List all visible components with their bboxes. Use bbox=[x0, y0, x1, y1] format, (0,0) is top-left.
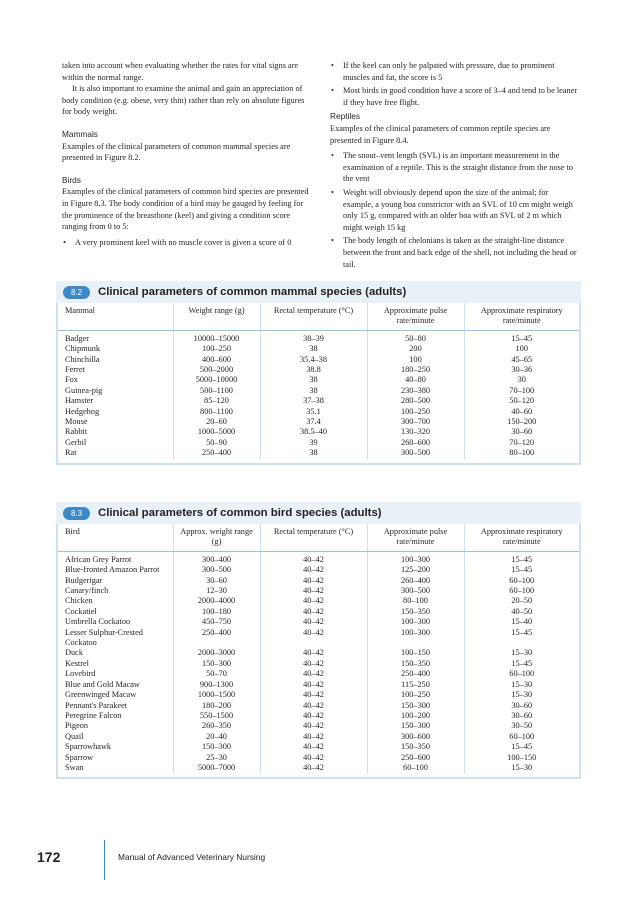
table-cell: 40–42 bbox=[260, 648, 367, 658]
table-header-row bbox=[58, 524, 579, 551]
table-cell: 39 bbox=[260, 438, 367, 448]
row-label-cell: Peregrine Falcon bbox=[65, 710, 122, 720]
table-cell: 30–60 bbox=[464, 711, 579, 721]
running-footer-title: Manual of Advanced Veterinary Nursing bbox=[118, 852, 266, 862]
reptiles-heading: Reptiles bbox=[330, 111, 360, 122]
table-cell: 30–50 bbox=[464, 721, 579, 731]
birds-heading: Birds bbox=[62, 174, 81, 185]
table-cell: 38 bbox=[260, 375, 367, 385]
column-header: Approximate pulse rate/minute bbox=[367, 524, 464, 551]
row-label-cell: Quail bbox=[65, 731, 84, 741]
row-label-cell: Swan bbox=[65, 762, 84, 772]
table-cell: 40–42 bbox=[260, 721, 367, 731]
keel-score-list-continued bbox=[330, 60, 578, 108]
table-cell: 40–42 bbox=[260, 690, 367, 700]
table-cell: 1000–5000 bbox=[173, 427, 260, 437]
row-label-cell: Mouse bbox=[65, 417, 88, 427]
row-label-cell: Lesser Sulphur-Crested Cockatoo bbox=[65, 627, 143, 648]
table-cell: 37–38 bbox=[260, 396, 367, 406]
column-header: Rectal temperature (°C) bbox=[260, 524, 367, 551]
figure-number-badge: 8.3 bbox=[63, 507, 90, 520]
table-cell: 150–300 bbox=[173, 659, 260, 669]
table-cell: 150–300 bbox=[367, 701, 464, 711]
row-label-cell: Blue and Gold Macaw bbox=[65, 679, 140, 689]
table-cell: 80–100 bbox=[464, 448, 579, 458]
table-row bbox=[58, 344, 579, 354]
row-label-cell: Sparrowhawk bbox=[65, 742, 112, 752]
table-cell: 100–150 bbox=[367, 648, 464, 658]
table-cell: 40–42 bbox=[260, 576, 367, 586]
table-cell: 70–100 bbox=[464, 386, 579, 396]
table-cell: 30 bbox=[464, 375, 579, 385]
mammal-parameters-table bbox=[58, 303, 579, 459]
table-row bbox=[58, 396, 579, 406]
table-cell: 60–100 bbox=[464, 586, 579, 596]
table-cell: 38 bbox=[260, 448, 367, 458]
table-row bbox=[58, 711, 579, 721]
row-label-cell: Pennant's Parakeet bbox=[65, 700, 128, 710]
table-cell: 300–400 bbox=[173, 551, 260, 565]
table-row bbox=[58, 721, 579, 731]
row-label-cell: Canary/finch bbox=[65, 586, 109, 596]
table-cell: 25–30 bbox=[173, 753, 260, 763]
table-cell: 15–30 bbox=[464, 690, 579, 700]
column-header: Approximate respiratory rate/minute bbox=[464, 524, 579, 551]
table-cell: 15–45 bbox=[464, 551, 579, 565]
table-cell: 20–60 bbox=[173, 417, 260, 427]
row-label-cell: Chinchilla bbox=[65, 354, 100, 364]
table-cell: 50–120 bbox=[464, 396, 579, 406]
table-cell: 100 bbox=[367, 355, 464, 365]
list-item: • A very prominent keel with no muscle cover is given a score of 0 bbox=[63, 237, 292, 247]
table-cell: 15–40 bbox=[464, 617, 579, 627]
row-label-cell: Lovebird bbox=[65, 669, 96, 679]
list-item: • The snout–vent length (SVL) is an important measurement in the examination of a reptile. This is the straight distance from the nose to the vent bbox=[331, 151, 574, 184]
table-row bbox=[58, 565, 579, 575]
table-cell: 30–60 bbox=[173, 576, 260, 586]
table-cell: 35.1 bbox=[260, 407, 367, 417]
row-label-cell: Chicken bbox=[65, 596, 93, 606]
table-cell: 38 bbox=[260, 386, 367, 396]
table-cell: 30–60 bbox=[464, 701, 579, 711]
table-cell: 40–42 bbox=[260, 701, 367, 711]
table-cell: 40–42 bbox=[260, 551, 367, 565]
row-label-cell: Blue-fronted Amazon Parrot bbox=[65, 565, 160, 575]
table-cell: 130–320 bbox=[367, 427, 464, 437]
table-cell: 300–500 bbox=[173, 565, 260, 575]
table-row bbox=[58, 648, 579, 658]
table-cell: 100–150 bbox=[464, 753, 579, 763]
table-cell: 15–30 bbox=[464, 648, 579, 658]
table-cell: 15–45 bbox=[464, 659, 579, 669]
table-cell: 60–100 bbox=[464, 732, 579, 742]
table-cell: 260–350 bbox=[173, 721, 260, 731]
table-cell: 40–42 bbox=[260, 742, 367, 752]
table-cell: 40–42 bbox=[260, 586, 367, 596]
table-cell: 40–50 bbox=[464, 607, 579, 617]
table-cell: 30–36 bbox=[464, 365, 579, 375]
figure-title: Clinical parameters of common mammal species (adults) bbox=[98, 286, 407, 298]
list-item: • Weight will obviously depend upon the size of the animal; for example, a young boa constrictor with an SVL of 10 cm might weigh only 15 g, compared with an older boa with an SVL of 2 m which might weigh 15 kg bbox=[331, 187, 573, 232]
row-label-cell: Greenwinged Macaw bbox=[65, 690, 137, 700]
row-label-cell: Gerbil bbox=[65, 437, 87, 447]
row-label-cell: Duck bbox=[65, 648, 83, 658]
table-cell: 150–350 bbox=[367, 607, 464, 617]
keel-score-list bbox=[62, 237, 312, 249]
table-cell: 40–42 bbox=[260, 732, 367, 742]
table-cell: 35.4–38 bbox=[260, 355, 367, 365]
table-cell: 280–500 bbox=[367, 396, 464, 406]
table-cell: 15–45 bbox=[464, 565, 579, 575]
table-cell: 550–1500 bbox=[173, 711, 260, 721]
figure-body bbox=[56, 303, 581, 465]
page-number: 172 bbox=[37, 849, 61, 865]
table-row bbox=[58, 417, 579, 427]
figure-number-badge: 8.2 bbox=[63, 286, 90, 299]
table-cell: 500–1100 bbox=[173, 386, 260, 396]
table-cell: 100–200 bbox=[367, 711, 464, 721]
table-cell: 100–300 bbox=[367, 628, 464, 649]
row-label-cell: Pigeon bbox=[65, 721, 89, 731]
row-label-cell: Cockatiel bbox=[65, 606, 97, 616]
table-cell: 80–100 bbox=[367, 596, 464, 606]
column-header: Rectal temperature (°C) bbox=[260, 303, 367, 330]
table-row bbox=[58, 763, 579, 773]
row-label-cell: Hamster bbox=[65, 396, 94, 406]
column-header: Bird bbox=[58, 524, 173, 551]
bullet-icon: • bbox=[63, 237, 66, 247]
table-cell: 260–600 bbox=[367, 438, 464, 448]
table-cell: 800–1100 bbox=[173, 407, 260, 417]
row-label-cell: Fox bbox=[65, 375, 78, 385]
table-cell: 15–45 bbox=[464, 628, 579, 649]
table-row bbox=[58, 386, 579, 396]
row-label-cell: African Grey Parrot bbox=[65, 554, 132, 564]
table-cell: 300–500 bbox=[367, 586, 464, 596]
table-cell: 38.8 bbox=[260, 365, 367, 375]
table-cell: 100–250 bbox=[367, 690, 464, 700]
right-text-column bbox=[330, 60, 578, 272]
column-header: Approximate respiratory rate/minute bbox=[464, 303, 579, 330]
row-label-cell: Hedgehog bbox=[65, 406, 100, 416]
list-item: • The body length of chelonians is taken as the straight-line distance between the front and back edge of the shell, not including the head or tail. bbox=[331, 236, 577, 269]
table-row bbox=[58, 355, 579, 365]
table-cell: 180–250 bbox=[367, 365, 464, 375]
row-label-cell: Budgerigar bbox=[65, 575, 103, 585]
column-header: Approximate pulse rate/minute bbox=[367, 303, 464, 330]
table-cell: 260–400 bbox=[367, 576, 464, 586]
table-cell: 2000–3000 bbox=[173, 648, 260, 658]
table-cell: 38.5–40 bbox=[260, 427, 367, 437]
list-item: • If the keel can only be palpated with pressure, due to prominent muscles and fat, the score is 5 bbox=[331, 61, 555, 82]
table-cell: 45–65 bbox=[464, 355, 579, 365]
table-row bbox=[58, 330, 579, 344]
table-cell: 100–180 bbox=[173, 607, 260, 617]
bird-parameters-table bbox=[58, 524, 579, 773]
table-row bbox=[58, 375, 579, 385]
left-text-column bbox=[62, 60, 312, 250]
table-cell: 40–42 bbox=[260, 607, 367, 617]
row-label-cell: Guinea-pig bbox=[65, 385, 103, 395]
table-cell: 100–300 bbox=[367, 551, 464, 565]
table-cell: 40–42 bbox=[260, 680, 367, 690]
table-cell: 40–60 bbox=[464, 407, 579, 417]
column-header: Weight range (g) bbox=[173, 303, 260, 330]
table-cell: 12–30 bbox=[173, 586, 260, 596]
table-cell: 15–30 bbox=[464, 680, 579, 690]
table-row bbox=[58, 732, 579, 742]
table-cell: 230–380 bbox=[367, 386, 464, 396]
figure-title-bar bbox=[56, 502, 581, 524]
table-cell: 50–80 bbox=[367, 330, 464, 344]
bullet-icon: • bbox=[331, 151, 334, 161]
table-row bbox=[58, 628, 579, 649]
reptile-measurement-list bbox=[330, 150, 578, 270]
table-cell: 40–42 bbox=[260, 617, 367, 627]
table-cell: 40–42 bbox=[260, 596, 367, 606]
table-row bbox=[58, 753, 579, 763]
table-cell: 50–70 bbox=[173, 669, 260, 679]
table-cell: 20–40 bbox=[173, 732, 260, 742]
table-cell: 10000–15000 bbox=[173, 330, 260, 344]
table-cell: 2000–4000 bbox=[173, 596, 260, 606]
table-cell: 180–200 bbox=[173, 701, 260, 711]
table-cell: 40–42 bbox=[260, 711, 367, 721]
table-cell: 150–300 bbox=[367, 721, 464, 731]
table-cell: 40–42 bbox=[260, 628, 367, 649]
table-cell: 60–100 bbox=[464, 669, 579, 679]
table-cell: 150–350 bbox=[367, 659, 464, 669]
reptiles-paragraph: Examples of the clinical parameters of common reptile species are presented in Figure 8.4. bbox=[330, 123, 551, 145]
column-header: Mammal bbox=[58, 303, 173, 330]
figure-title: Clinical parameters of common bird species (adults) bbox=[98, 507, 382, 519]
figure-bird-parameters bbox=[56, 502, 581, 779]
intro-paragraph: taken into account when evaluating whether the rates for vital signs are within the normal range. bbox=[62, 61, 299, 82]
row-label-cell: Sparrow bbox=[65, 752, 94, 762]
mammals-heading: Mammals bbox=[62, 128, 98, 139]
table-cell: 38 bbox=[260, 344, 367, 354]
table-cell: 5000–10000 bbox=[173, 375, 260, 385]
table-cell: 20–50 bbox=[464, 596, 579, 606]
table-cell: 40–42 bbox=[260, 565, 367, 575]
figure-mammal-parameters bbox=[56, 281, 581, 465]
row-label-cell: Badger bbox=[65, 333, 89, 343]
table-row bbox=[58, 551, 579, 565]
table-cell: 15–45 bbox=[464, 330, 579, 344]
table-cell: 150–350 bbox=[367, 742, 464, 752]
row-label-cell: Ferret bbox=[65, 365, 85, 375]
table-cell: 40–42 bbox=[260, 669, 367, 679]
table-row bbox=[58, 669, 579, 679]
bullet-icon: • bbox=[331, 61, 334, 70]
table-cell: 40–80 bbox=[367, 375, 464, 385]
table-row bbox=[58, 659, 579, 669]
table-cell: 300–600 bbox=[367, 732, 464, 742]
table-row bbox=[58, 690, 579, 700]
bullet-icon: • bbox=[331, 86, 334, 96]
table-cell: 60–100 bbox=[464, 576, 579, 586]
table-cell: 250–400 bbox=[173, 448, 260, 458]
table-cell: 500–2000 bbox=[173, 365, 260, 375]
table-row bbox=[58, 680, 579, 690]
figure-body bbox=[56, 524, 581, 779]
table-cell: 250–400 bbox=[173, 628, 260, 649]
row-label-cell: Kestrel bbox=[65, 658, 89, 668]
table-cell: 40–42 bbox=[260, 763, 367, 773]
table-cell: 100 bbox=[464, 344, 579, 354]
table-cell: 5000–7000 bbox=[173, 763, 260, 773]
table-row bbox=[58, 407, 579, 417]
row-label-cell: Rat bbox=[65, 448, 77, 458]
table-cell: 125–200 bbox=[367, 565, 464, 575]
table-cell: 200 bbox=[367, 344, 464, 354]
table-row bbox=[58, 701, 579, 711]
table-cell: 250–400 bbox=[367, 669, 464, 679]
table-row bbox=[58, 742, 579, 752]
birds-paragraph: Examples of the clinical parameters of common bird species are presented in Figure 8.3. The body condition of a bird may be gauged by feeling for the prominence of the breastbone (keel) and giving a condition score ranging from 0 to 5: bbox=[62, 187, 309, 232]
table-cell: 250–600 bbox=[367, 753, 464, 763]
table-row bbox=[58, 617, 579, 627]
body-condition-paragraph: It is also important to examine the animal and gain an appreciation of body condition (e.g. obese, very thin) rather than rely on absolute figures for body weight. bbox=[62, 84, 305, 117]
table-cell: 30–60 bbox=[464, 427, 579, 437]
table-row bbox=[58, 586, 579, 596]
table-cell: 150–300 bbox=[173, 742, 260, 752]
table-cell: 38–39 bbox=[260, 330, 367, 344]
list-item: • Most birds in good condition have a score of 3–4 and tend to be leaner if they have free flight. bbox=[331, 86, 578, 107]
table-cell: 50–90 bbox=[173, 438, 260, 448]
table-cell: 115–250 bbox=[367, 680, 464, 690]
footer-divider bbox=[104, 840, 105, 880]
table-row bbox=[58, 427, 579, 437]
table-cell: 40–42 bbox=[260, 659, 367, 669]
table-cell: 150–200 bbox=[464, 417, 579, 427]
bullet-icon: • bbox=[331, 236, 334, 246]
table-cell: 100–300 bbox=[367, 617, 464, 627]
table-row bbox=[58, 596, 579, 606]
table-cell: 85–120 bbox=[173, 396, 260, 406]
table-cell: 15–45 bbox=[464, 742, 579, 752]
table-cell: 40–42 bbox=[260, 753, 367, 763]
table-row bbox=[58, 438, 579, 448]
table-cell: 37.4 bbox=[260, 417, 367, 427]
table-row bbox=[58, 576, 579, 586]
table-cell: 60–100 bbox=[367, 763, 464, 773]
table-row bbox=[58, 365, 579, 375]
mammals-paragraph: Examples of the clinical parameters of common mammal species are presented in Figure 8.2. bbox=[62, 141, 291, 163]
figure-title-bar bbox=[56, 281, 581, 303]
row-label-cell: Rabbit bbox=[65, 427, 88, 437]
column-header: Approx. weight range (g) bbox=[173, 524, 260, 551]
table-cell: 100–250 bbox=[367, 407, 464, 417]
row-label-cell: Chipmunk bbox=[65, 344, 101, 354]
table-cell: 100–250 bbox=[173, 344, 260, 354]
table-row bbox=[58, 607, 579, 617]
bullet-icon: • bbox=[331, 187, 334, 197]
table-cell: 400–600 bbox=[173, 355, 260, 365]
table-cell: 300–500 bbox=[367, 448, 464, 458]
table-row bbox=[58, 448, 579, 458]
row-label-cell: Umbrella Cockatoo bbox=[65, 617, 131, 627]
table-cell: 450–750 bbox=[173, 617, 260, 627]
table-cell: 300–700 bbox=[367, 417, 464, 427]
table-cell: 70–120 bbox=[464, 438, 579, 448]
table-cell: 900–1300 bbox=[173, 680, 260, 690]
table-header-row bbox=[58, 303, 579, 330]
table-cell: 1000–1500 bbox=[173, 690, 260, 700]
table-cell: 15–30 bbox=[464, 763, 579, 773]
